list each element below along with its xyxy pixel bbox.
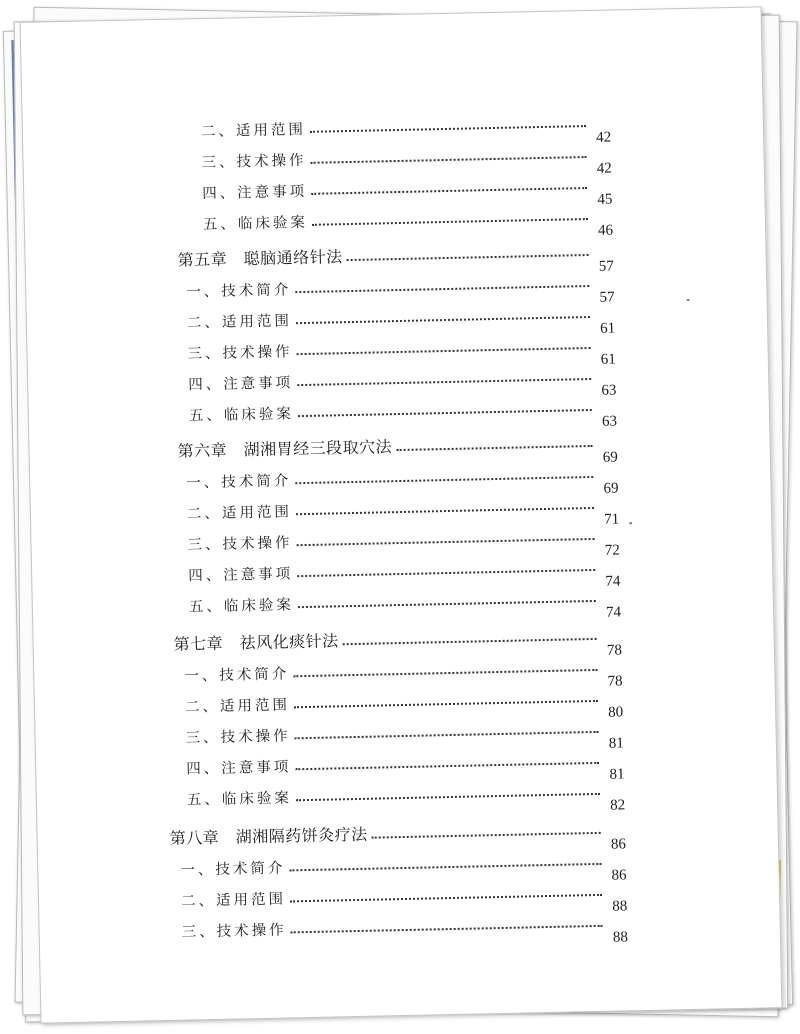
toc-entry-label: 三、技术操作 [187,344,293,363]
toc-entry[interactable] [184,652,623,690]
toc-entry[interactable] [202,171,613,208]
leader-dots [296,792,600,801]
toc-entry-page: 69 [602,449,619,466]
toc-chapter-entry[interactable] [173,621,623,659]
leader-dots [289,862,601,872]
leader-dots [312,217,588,226]
toc-entry-label: 四、注意事项 [188,375,294,394]
toc-entry-label: 二、适用范围 [184,697,291,716]
toc-chapter-entry[interactable] [169,815,627,853]
paper-speck [687,299,690,301]
toc-chapter-label: 第五章 聪脑通络针法 [177,247,343,270]
leader-dots [297,346,591,355]
toc-entry-page: 80 [608,704,624,721]
toc-entry-page: 72 [604,542,620,559]
toc-entry-page: 57 [599,289,615,306]
toc-entry[interactable] [187,330,616,368]
toc-entry-label: 三、技术操作 [201,152,307,172]
toc-chapter-entry[interactable] [177,428,619,466]
toc-entry[interactable] [186,490,620,528]
leader-dots [297,537,595,546]
toc-entry[interactable] [180,846,627,884]
toc-entry[interactable] [186,745,625,783]
toc-chapter-entry[interactable] [177,237,615,275]
toc-entry[interactable] [186,299,616,337]
toc-entry[interactable] [186,459,619,497]
paper-speck [629,522,632,524]
toc-entry[interactable] [186,268,615,306]
toc-entry-page: 88 [612,898,628,915]
leader-dots [310,124,586,133]
toc-entry-label: 四、注意事项 [202,183,308,203]
toc-entry-label: 一、技术简介 [186,282,292,301]
toc-entry-label: 三、技术操作 [181,922,287,941]
toc-entry-page: 81 [608,735,624,752]
toc-entry-label: 二、适用范围 [180,891,287,910]
leader-dots [296,315,590,324]
toc-entry-label: 四、注意事项 [186,759,292,778]
toc-entry-page: 42 [596,160,612,177]
toc-entry-page: 71 [603,511,620,528]
toc-entry-label: 二、适用范围 [186,504,293,523]
toc-entry-label: 五、临床验案 [188,406,295,425]
toc-entry-page: 74 [605,604,622,621]
toc-entry-page: 82 [609,797,626,814]
toc-entry-page: 63 [601,413,618,430]
toc-page [20,6,783,1023]
leader-dots [297,568,595,577]
toc-entry[interactable] [180,877,628,915]
toc-entry-page: 42 [595,129,612,146]
toc-entry-label: 一、技术简介 [184,666,290,685]
toc-entry-label: 二、适用范围 [186,313,293,332]
leader-dots [293,668,597,677]
table-of-contents [21,7,782,1022]
toc-entry-page: 45 [597,191,613,208]
leader-dots [291,924,603,934]
toc-chapter-label: 第六章 湖湘胃经三段取穴法 [177,437,393,461]
leader-dots [295,730,599,739]
toc-entry-page: 88 [612,929,629,946]
toc-entry-page: 86 [610,836,627,853]
toc-entry-page: 61 [599,320,616,337]
toc-entry-label: 五、临床验案 [188,597,295,616]
leader-dots [298,408,592,417]
toc-entry-label: 一、技术简介 [186,473,292,492]
toc-entry[interactable] [181,908,629,946]
toc-entry[interactable] [188,552,621,590]
toc-entry-page: 63 [601,382,617,399]
leader-dots [295,761,599,770]
toc-entry-page: 81 [609,766,625,783]
leader-dots [311,186,587,195]
leader-dots [290,893,602,903]
leader-dots [298,599,596,608]
leader-dots [297,377,591,386]
toc-entry-page: 46 [597,222,614,239]
leader-dots [372,831,601,839]
toc-entry[interactable] [188,392,618,430]
leader-dots [296,506,594,515]
toc-entry[interactable] [200,109,612,146]
toc-entry-label: 二、适用范围 [200,121,307,141]
toc-entry-label: 五、临床验案 [186,790,293,809]
leader-dots [294,699,598,708]
toc-entry-label: 五、临床验案 [202,214,309,234]
toc-entry[interactable] [188,583,622,621]
toc-entry-label: 一、技术简介 [180,860,286,879]
toc-entry[interactable] [201,140,612,177]
toc-entry-page: 57 [598,258,615,275]
toc-entry[interactable] [202,202,614,239]
leader-dots [295,284,589,293]
toc-chapter-label: 第七章 祛风化痰针法 [173,631,339,654]
toc-entry-label: 三、技术操作 [185,728,291,747]
leader-dots [347,253,589,261]
toc-entry[interactable] [184,683,624,721]
toc-entry-page: 69 [603,480,619,497]
leader-dots [295,475,593,484]
toc-entry-page: 61 [600,351,616,368]
leader-dots [343,637,597,645]
toc-entry[interactable] [187,521,620,559]
toc-entry-page: 86 [611,867,627,884]
toc-entry-page: 74 [605,573,621,590]
toc-chapter-label: 第八章 湖湘隔药饼灸疗法 [169,824,368,848]
leader-dots [396,444,593,451]
toc-entry[interactable] [185,714,624,752]
toc-entry-page: 78 [607,673,623,690]
toc-entry-label: 四、注意事项 [188,566,294,585]
toc-entry-label: 三、技术操作 [187,535,293,554]
toc-entry[interactable] [186,776,626,814]
toc-entry[interactable] [188,361,617,399]
toc-entry-page: 78 [606,642,623,659]
leader-dots [311,155,587,164]
